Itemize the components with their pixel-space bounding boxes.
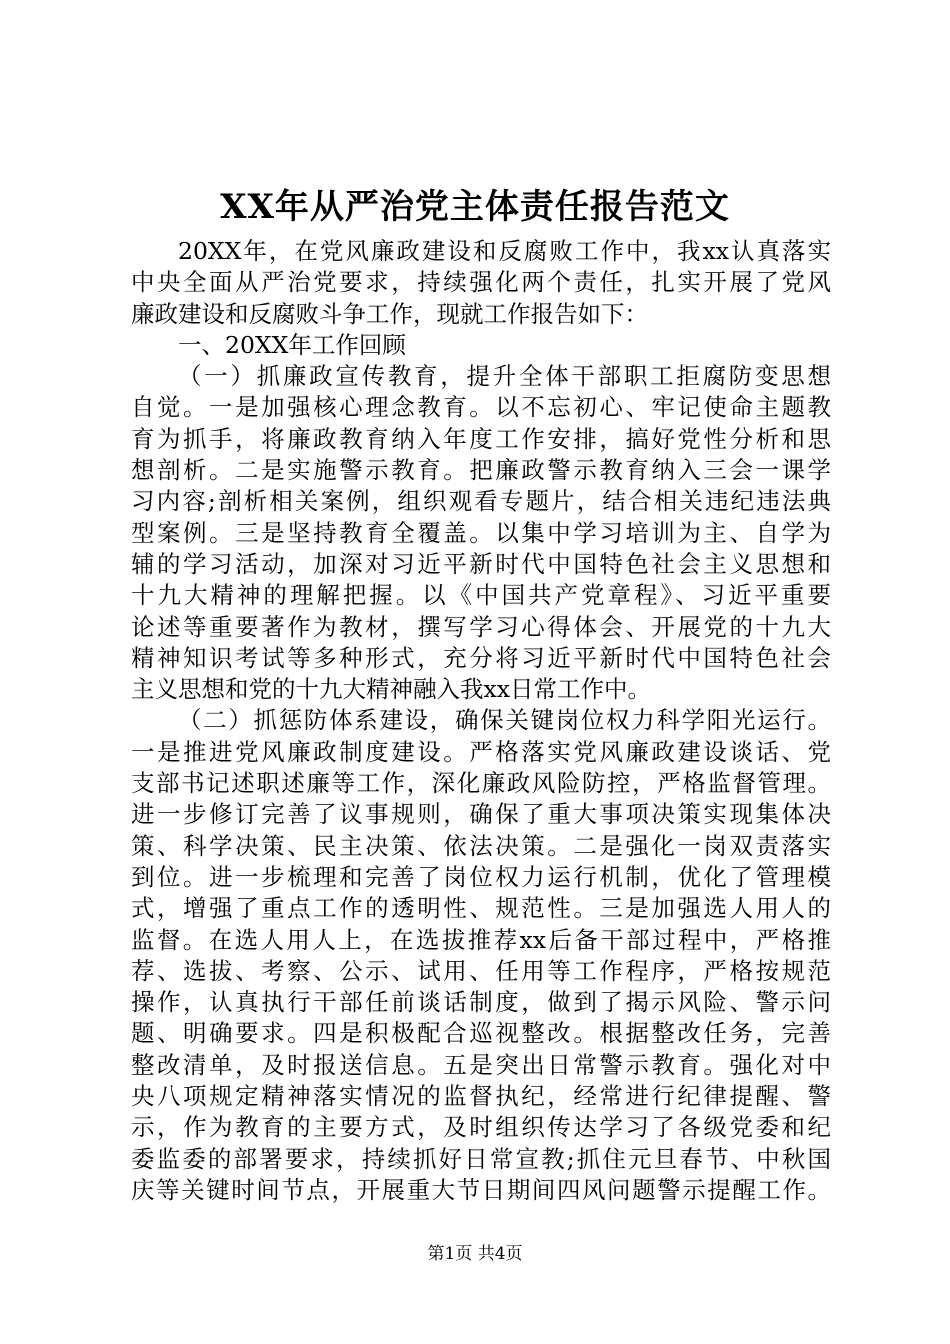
text-line: 一是推进党风廉政制度建设。严格落实党风廉政建设谈话、党	[131, 737, 831, 766]
text-line: 荐、选拔、考察、公示、试用、任用等工作程序，严格按规范	[131, 956, 831, 985]
text-line: 一、20XX年工作回顾	[178, 330, 406, 359]
text-line: 监督。在选人用人上，在选拔推荐xx后备干部过程中，严格推	[131, 925, 831, 954]
text-line: 策、科学决策、民主决策、依法决策。二是强化一岗双责落实	[131, 831, 831, 860]
text-line: 廉政建设和反腐败斗争工作，现就工作报告如下：	[131, 299, 648, 328]
text-line: 操作，认真执行干部任前谈话制度，做到了揭示风险、警示问	[131, 988, 831, 1017]
text-line: 示，作为教育的主要方式，及时组织传达学习了各级党委和纪	[131, 1113, 831, 1142]
text-line: 中央全面从严治党要求，持续强化两个责任，扎实开展了党风	[131, 268, 831, 297]
text-line: 想剖析。二是实施警示教育。把廉政警示教育纳入三会一课学	[131, 456, 831, 485]
text-line: 辅的学习活动，加深对习近平新时代中国特色社会主义思想和	[131, 549, 831, 578]
text-line: 型案例。三是坚持教育全覆盖。以集中学习培训为主、自学为	[131, 518, 831, 547]
text-line: 进一步修订完善了议事规则，确保了重大事项决策实现集体决	[131, 800, 831, 829]
text-line: 十九大精神的理解把握。以《中国共产党章程》、习近平重要	[131, 581, 831, 610]
document-body	[131, 236, 831, 1206]
text-line: 题、明确要求。四是积极配合巡视整改。根据整改任务，完善	[131, 1019, 831, 1048]
text-line: 育为抓手，将廉政教育纳入年度工作安排，搞好党性分析和思	[131, 424, 831, 453]
text-line: 支部书记述职述廉等工作，深化廉政风险防控，严格监督管理。	[131, 769, 831, 798]
text-line: 论述等重要著作为教材，撰写学习心得体会、开展党的十九大	[131, 612, 831, 641]
text-line: 精神知识考试等多种形式，充分将习近平新时代中国特色社会	[131, 643, 831, 672]
text-line: 主义思想和党的十九大精神融入我xx日常工作中。	[131, 675, 652, 704]
text-line: 庆等关键时间节点，开展重大节日期间四风问题警示提醒工作。	[131, 1175, 831, 1204]
text-line: 自觉。一是加强核心理念教育。以不忘初心、牢记使命主题教	[131, 393, 831, 422]
text-line: 整改清单，及时报送信息。五是突出日常警示教育。强化对中	[131, 1050, 831, 1079]
text-line: 委监委的部署要求，持续抓好日常宣教;抓住元旦春节、中秋国	[131, 1144, 831, 1173]
text-line: 20XX年，在党风廉政建设和反腐败工作中，我xx认真落实	[178, 237, 831, 265]
text-line: （一）抓廉政宣传教育，提升全体干部职工拒腐防变思想	[178, 362, 831, 391]
text-line: 到位。进一步梳理和完善了岗位权力运行机制，优化了管理模	[131, 862, 831, 891]
page-footer: 第1页 共4页	[427, 1244, 523, 1264]
text-line: 央八项规定精神落实情况的监督执纪，经常进行纪律提醒、警	[131, 1082, 831, 1111]
text-line: 习内容;剖析相关案例，组织观看专题片，结合相关违纪违法典	[131, 487, 831, 516]
document-title: XX年从严治党主体责任报告范文	[220, 187, 730, 227]
text-line: （二）抓惩防体系建设，确保关键岗位权力科学阳光运行。	[178, 706, 831, 735]
text-line: 式，增强了重点工作的透明性、规范性。三是加强选人用人的	[131, 894, 831, 923]
